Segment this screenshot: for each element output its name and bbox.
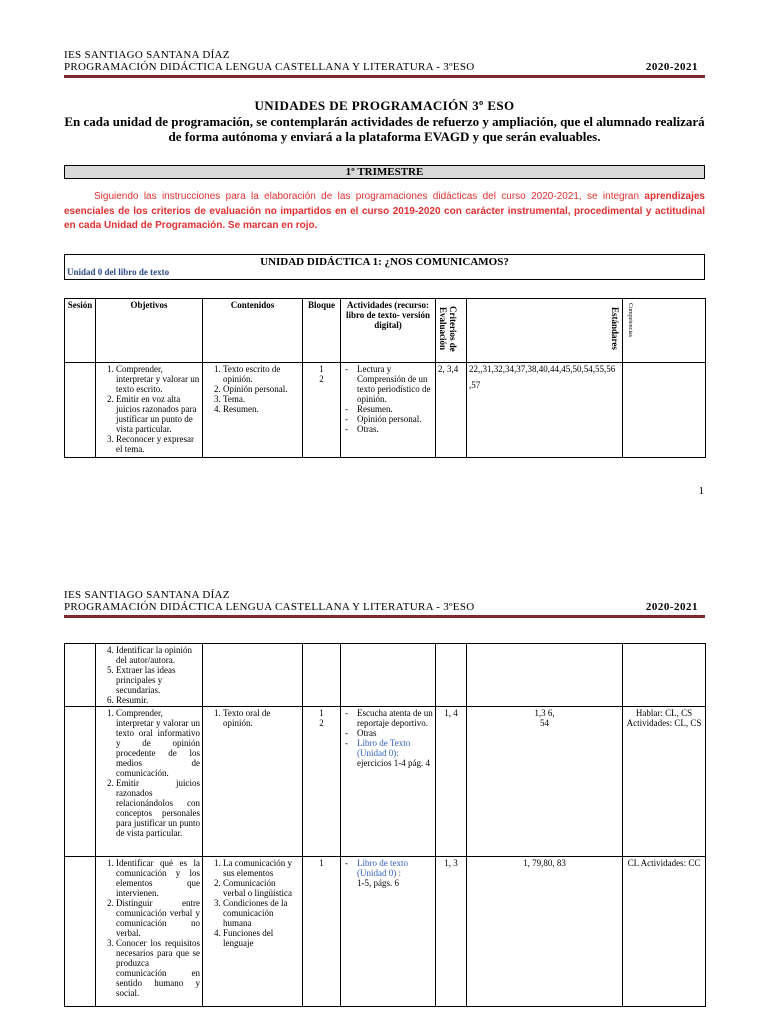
activities-cell: - Lectura y Comprensión de un texto periodístico de opinión. - Resumen. - Opinión personal. - Otras. <box>341 363 436 458</box>
header-rule <box>64 75 705 78</box>
competences-cell <box>623 363 706 458</box>
intro-bold: aprendizajes esenciales de los criterios de evaluación no impartidos en el curso 2019-2020 con carácter instrumental, procedimental y actitudinal en cada Unidad de Programación. Se marcan en rojo. <box>64 191 705 231</box>
activities-cell: - Escucha atenta de un reportaje deportivo. - Otras - Libro de Texto (Unidad 0): ejercicios 1-4 pág. 4 <box>341 707 436 857</box>
col-standards: Estándares <box>467 299 623 363</box>
programming-table-page1 <box>64 298 706 458</box>
objectives-cell: 1. Identificar qué es la comunicación y los elementos que intervienen. 2. Distinguir entre comunicación verbal y comunicación no verbal. 3. Conocer los requisitos necesarios para que se produzca comunicación en sentido humano y social. <box>96 857 203 1007</box>
col-competences: Competencias <box>623 299 706 363</box>
header-program: PROGRAMACIÓN DIDÁCTICA LENGUA CASTELLANA Y LITERATURA - 3ºESO <box>64 61 475 73</box>
block-cell: 1 2 <box>303 707 341 857</box>
standards-cell: 1,3 6, 54 <box>467 707 623 857</box>
textbook-link: Libro de texto (Unidad 0) : <box>357 858 408 878</box>
programming-table-page2 <box>64 643 706 1007</box>
col-criteria: Criterios de Evaluación <box>436 299 467 363</box>
header-year-p2: 2020-2021 <box>645 601 698 613</box>
table-row <box>65 363 706 458</box>
col-session: Sesión <box>65 299 96 363</box>
col-block: Bloque <box>303 299 341 363</box>
header-school-p2: IES SANTIAGO SANTANA DÍAZ <box>64 589 230 601</box>
unit-box <box>64 254 705 280</box>
table-row <box>65 707 706 857</box>
session-cell <box>65 363 96 458</box>
col-objectives: Objetivos <box>96 299 203 363</box>
criteria-cell: 1, 4 <box>436 707 467 857</box>
criteria-cell: 1, 3 <box>436 857 467 1007</box>
standards-cell: 22,,31,32,34,37,38,40,44,45,50,54,55,56 ,57 <box>467 363 623 458</box>
header-year: 2020-2021 <box>645 61 698 73</box>
objectives-cell: 1. Comprender, interpretar y valorar un texto escrito. 2. Emitir en voz alta juicios razonados para justificar un punto de vista particular. 3. Reconocer y expresar el tema. <box>96 363 203 458</box>
trimester-banner: 1º TRIMESTRE <box>64 165 705 179</box>
textbook-link: Libro de Texto (Unidad 0): <box>357 738 411 758</box>
activities-cell: - Libro de texto (Unidad 0) : 1-5, págs. 6 <box>341 857 436 1007</box>
competences-cell: Hablar: CL, CS Actividades: CL, CS <box>623 707 706 857</box>
block-cell: 1 2 <box>303 363 341 458</box>
objectives-cell: 1. Comprender, interpretar y valorar un texto oral informativo y de opinión procedente de los medios de comunicación. 2. Emitir juicios razonados relacionándolos con conceptos personales para justificar un punto de vista particular. <box>96 707 203 857</box>
header-school: IES SANTIAGO SANTANA DÍAZ <box>64 49 230 61</box>
table-row <box>65 857 706 1007</box>
page-title: UNIDADES DE PROGRAMACIÓN 3º ESO <box>254 98 515 113</box>
objectives-cell: 4. Identificar la opinión del autor/autora. 5. Extraer las ideas principales y secundarias. 6. Resumir. <box>96 644 203 707</box>
unit-subtitle: Unidad 0 del libro de texto <box>67 267 170 277</box>
intro-paragraph <box>64 190 705 234</box>
intro-text: Siguiendo las instrucciones para la elaboración de las programaciones didácticas del curso 2020-2021, se integran <box>94 191 645 202</box>
col-contents: Contenidos <box>203 299 303 363</box>
page-subtitle: En cada unidad de programación, se contemplarán actividades de refuerzo y ampliación, que el alumnado realizará de forma autónoma y enviará a la plataforma EVAGD y que serán evaluables. <box>64 114 705 144</box>
block-cell: 1 <box>303 857 341 1007</box>
page-number: 1 <box>698 485 704 497</box>
table-row <box>65 644 706 707</box>
header-program-p2: PROGRAMACIÓN DIDÁCTICA LENGUA CASTELLANA Y LITERATURA - 3ºESO <box>64 601 475 613</box>
header-rule-p2 <box>64 615 705 618</box>
col-activities: Actividades (recurso: libro de texto- versión digital) <box>341 299 436 363</box>
criteria-cell: 2, 3,4 <box>436 363 467 458</box>
competences-cell: CL Actividades: CC <box>623 857 706 1007</box>
contents-cell: 1. Texto oral de opinión. <box>203 707 303 857</box>
contents-cell: 1. La comunicación y sus elementos 2. Comunicación verbal o lingüística 3. Condiciones de la comunicación humana 4. Funciones del lenguaje <box>203 857 303 1007</box>
contents-cell: 1. Texto escrito de opinión. 2. Opinión personal. 3. Tema. 4. Resumen. <box>203 363 303 458</box>
unit-title: UNIDAD DIDÁCTICA 1: ¿NOS COMUNICAMOS? <box>260 256 509 268</box>
standards-cell: 1, 79,80, 83 <box>467 857 623 1007</box>
